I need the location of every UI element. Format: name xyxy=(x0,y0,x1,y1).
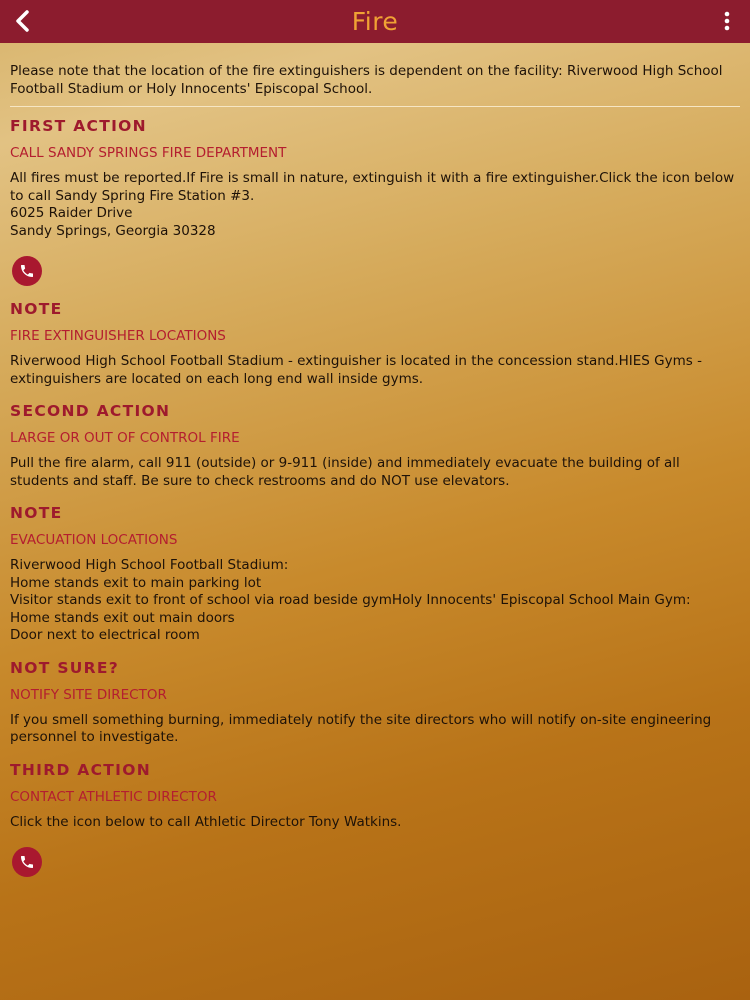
section-body: Riverwood High School Football Stadium: Home stands exit to main parking lot Visitor stands exit to front of school via road beside gymHoly Innocents' Episcopal School Main Gym: Home stands exit out main doors Door next to electrical room xyxy=(10,557,691,643)
section-third-action xyxy=(10,761,740,878)
content-area xyxy=(10,62,740,891)
call-athletic-director-button[interactable] xyxy=(12,847,42,877)
section-heading: NOTE xyxy=(10,300,63,318)
section-body: Riverwood High School Football Stadium - extinguisher is located in the concession stand.HIES Gyms - extinguishers are located on each long end wall inside gyms. xyxy=(10,353,702,387)
section-first-action xyxy=(10,117,740,286)
section-heading: SECOND ACTION xyxy=(10,402,171,420)
section-not-sure xyxy=(10,659,740,747)
phone-icon xyxy=(19,263,35,279)
section-body: All fires must be reported.If Fire is small in nature, extinguish it with a fire extinguisher.Click the icon below to call Sandy Spring Fire Station #3. 6025 Raider Drive Sandy Springs, Georgia 30328 xyxy=(10,170,735,239)
section-heading: THIRD ACTION xyxy=(10,760,151,779)
section-subheading: LARGE OR OUT OF CONTROL FIRE xyxy=(10,430,240,446)
section-second-action xyxy=(10,402,740,490)
back-button[interactable] xyxy=(8,6,38,36)
section-body: Pull the fire alarm, call 911 (outside) or 9-911 (inside) and immediately evacuate the building of all students and staff. Be sure to check restrooms and do NOT use elevators. xyxy=(10,455,680,489)
divider xyxy=(10,106,740,107)
intro-text: Please note that the location of the fire extinguishers is dependent on the facility: Riverwood High School Football Stadium or Holy Innocents' Episcopal School. xyxy=(10,63,723,97)
section-subheading: NOTIFY SITE DIRECTOR xyxy=(10,686,167,703)
page-title: Fire xyxy=(351,7,399,36)
section-body: Click the icon below to call Athletic Director Tony Watkins. xyxy=(10,813,402,830)
section-body: If you smell something burning, immediately notify the site directors who will notify on-site engineering personnel to investigate. xyxy=(10,711,712,745)
more-options-button[interactable] xyxy=(712,6,742,36)
section-heading: FIRST ACTION xyxy=(10,117,147,135)
section-note-evacuation xyxy=(10,504,740,645)
section-heading: NOT SURE? xyxy=(10,658,120,677)
section-subheading: FIRE EXTINGUISHER LOCATIONS xyxy=(10,328,226,344)
section-subheading: EVACUATION LOCATIONS xyxy=(10,532,178,548)
section-subheading: CALL SANDY SPRINGS FIRE DEPARTMENT xyxy=(10,145,287,161)
section-subheading: CONTACT ATHLETIC DIRECTOR xyxy=(10,788,217,805)
chevron-left-icon xyxy=(15,10,31,32)
section-heading: NOTE xyxy=(10,504,63,522)
section-note-extinguishers xyxy=(10,300,740,388)
app-header xyxy=(0,0,750,43)
phone-icon xyxy=(19,854,35,870)
call-fire-department-button[interactable] xyxy=(12,256,42,286)
more-vertical-icon xyxy=(723,10,731,32)
